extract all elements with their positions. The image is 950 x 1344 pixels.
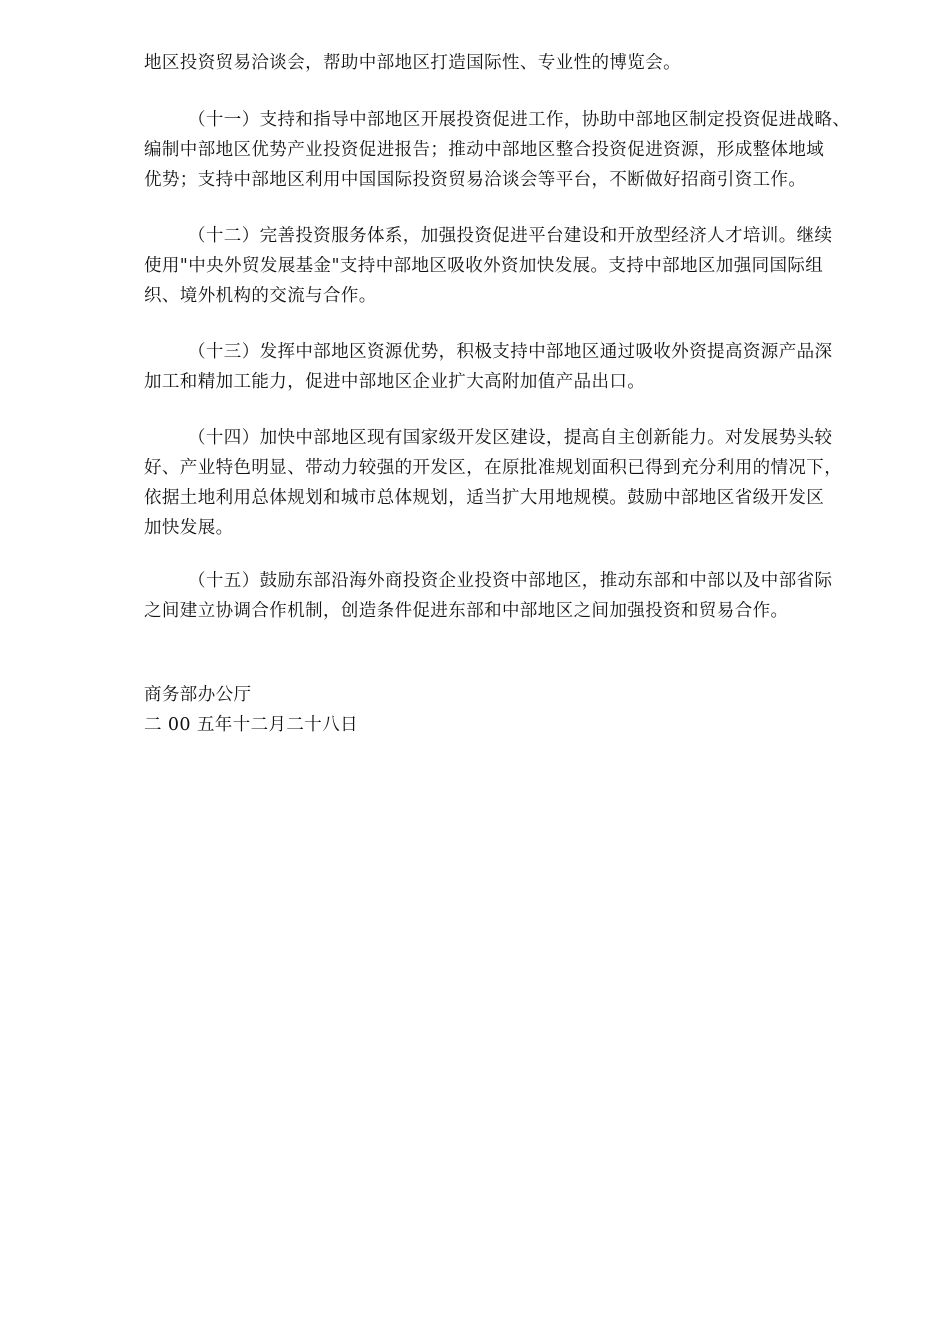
paragraph-line: （十二）完善投资服务体系，加强投资促进平台建设和开放型经济人才培训。继续: [188, 226, 833, 246]
paragraph-line: 之间建立协调合作机制，创造条件促进东部和中部地区之间加强投资和贸易合作。: [144, 601, 789, 621]
paragraph-line: 依据土地利用总体规划和城市总体规划，适当扩大用地规模。鼓励中部地区省级开发区: [144, 488, 825, 508]
paragraph-item-13: [144, 337, 884, 397]
paragraph-item-11: [144, 105, 884, 195]
paragraph-line: 加工和精加工能力，促进中部地区企业扩大高附加值产品出口。: [144, 372, 646, 392]
paragraph-line: 加快发展。: [144, 518, 234, 538]
paragraph-line: 编制中部地区优势产业投资促进报告；推动中部地区整合投资促进资源，形成整体地域: [144, 140, 825, 160]
paragraph-line: （十一）支持和指导中部地区开展投资促进工作，协助中部地区制定投资促进战略、: [188, 110, 851, 130]
paragraph-line: （十三）发挥中部地区资源优势，积极支持中部地区通过吸收外资提高资源产品深: [188, 342, 833, 362]
issue-date: 二 00 五年十二月二十八日: [144, 715, 358, 735]
paragraph-line: 地区投资贸易洽谈会，帮助中部地区打造国际性、专业性的博览会。: [144, 53, 681, 73]
paragraph-line: 好、产业特色明显、带动力较强的开发区，在原批准规划面积已得到充分利用的情况下，: [144, 458, 843, 478]
paragraph-item-14: [144, 423, 884, 543]
paragraph-line: （十五）鼓励东部沿海外商投资企业投资中部地区，推动东部和中部以及中部省际: [188, 571, 833, 591]
paragraph-item-15: [144, 566, 884, 626]
paragraph-item-12: [144, 221, 884, 311]
paragraph-continuation: [144, 48, 884, 78]
issuer-name: 商务部办公厅: [144, 685, 252, 705]
signature-block: [144, 680, 884, 740]
paragraph-line: （十四）加快中部地区现有国家级开发区建设，提高自主创新能力。对发展势头较: [188, 428, 833, 448]
paragraph-line: 使用"中央外贸发展基金"支持中部地区吸收外资加快发展。支持中部地区加强同国际组: [144, 256, 824, 276]
paragraph-line: 织、境外机构的交流与合作。: [144, 286, 377, 306]
paragraph-line: 优势；支持中部地区利用中国国际投资贸易洽谈会等平台，不断做好招商引资工作。: [144, 170, 807, 190]
